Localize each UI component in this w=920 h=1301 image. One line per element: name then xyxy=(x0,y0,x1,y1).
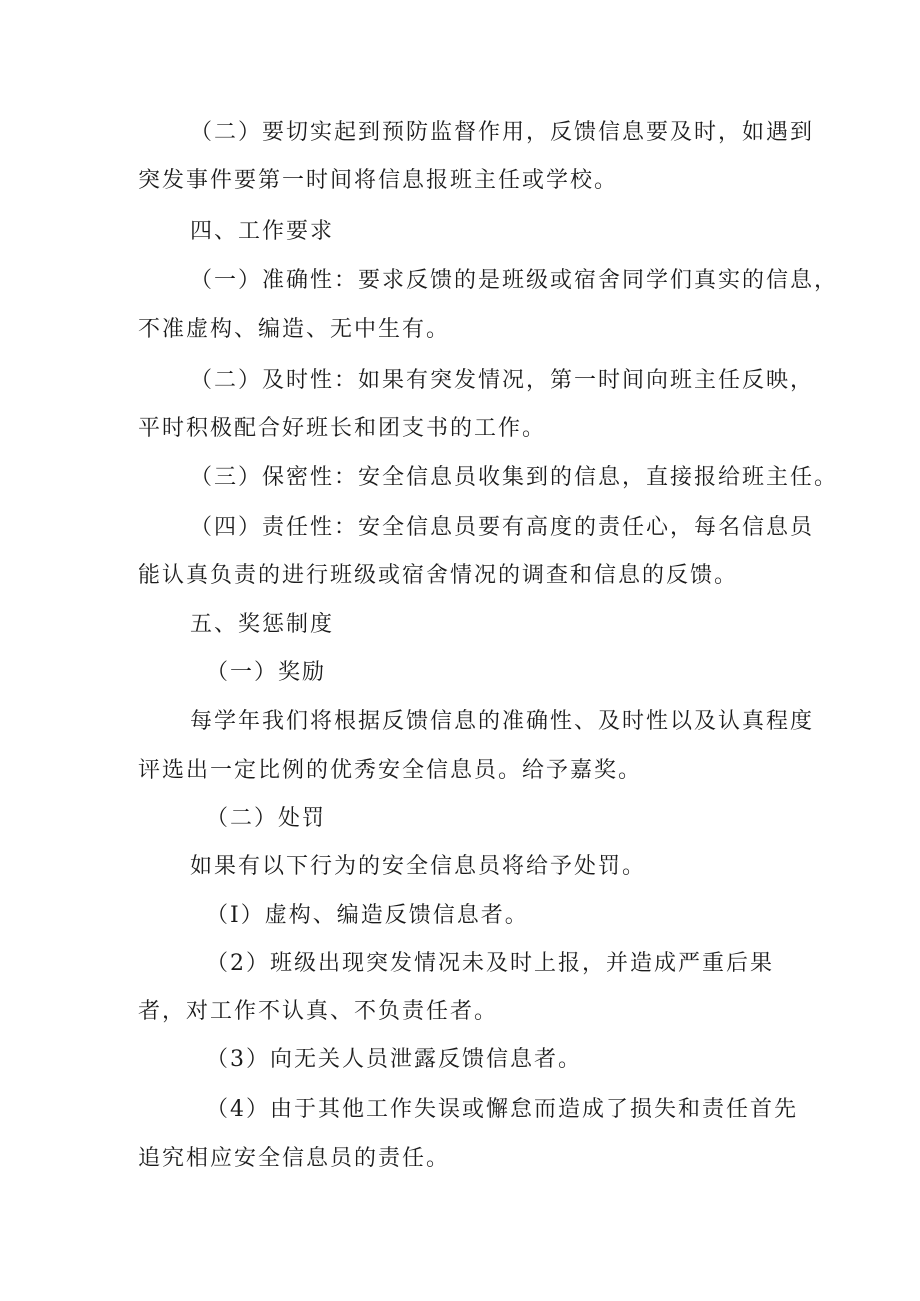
list-item: （2）班级出现突发情况未及时上报，并造成严重后果 xyxy=(206,951,774,976)
subsection-heading: （二）处罚 xyxy=(206,806,327,831)
paragraph-line: 突发事件要第一时间将信息报班主任或学校。 xyxy=(138,168,619,193)
paragraph-line: 如果有以下行为的安全信息员将给予处罚。 xyxy=(190,854,647,879)
paragraph-line: （四）责任性：安全信息员要有高度的责任心，每名信息员 xyxy=(190,515,815,540)
paragraph-line: （一）准确性：要求反馈的是班级或宿舍同学们真实的信息， xyxy=(190,268,839,293)
paragraph-line: 每学年我们将根据反馈信息的准确性、及时性以及认真程度 xyxy=(190,709,815,734)
paragraph-line: 不准虚构、编造、无中生有。 xyxy=(138,317,451,342)
list-item: （3）向无关人员泄露反馈信息者。 xyxy=(206,1047,582,1072)
paragraph-line: 平时积极配合好班长和团支书的工作。 xyxy=(138,416,547,441)
paragraph-line: （三）保密性：安全信息员收集到的信息，直接报给班主任。 xyxy=(190,465,839,490)
paragraph-line: （二）及时性：如果有突发情况，第一时间向班主任反映， xyxy=(190,368,815,393)
section-heading: 五、奖惩制度 xyxy=(190,612,335,637)
list-item: （I）虚构、编造反馈信息者。 xyxy=(206,903,529,928)
paragraph-line: 评选出一定比例的优秀安全信息员。给予嘉奖。 xyxy=(138,758,643,783)
list-item: （4）由于其他工作失误或懈怠而造成了损失和责任首先 xyxy=(206,1097,798,1122)
paragraph-line: 追究相应安全信息员的责任。 xyxy=(138,1146,451,1171)
paragraph-line: 者，对工作不认真、不负责任者。 xyxy=(138,999,499,1024)
paragraph-line: （二）要切实起到预防监督作用，反馈信息要及时，如遇到 xyxy=(190,120,815,145)
paragraph-line: 能认真负责的进行班级或宿舍情况的调查和信息的反馈。 xyxy=(138,563,739,588)
subsection-heading: （一）奖励 xyxy=(206,660,327,685)
section-heading: 四、工作要求 xyxy=(190,219,335,244)
